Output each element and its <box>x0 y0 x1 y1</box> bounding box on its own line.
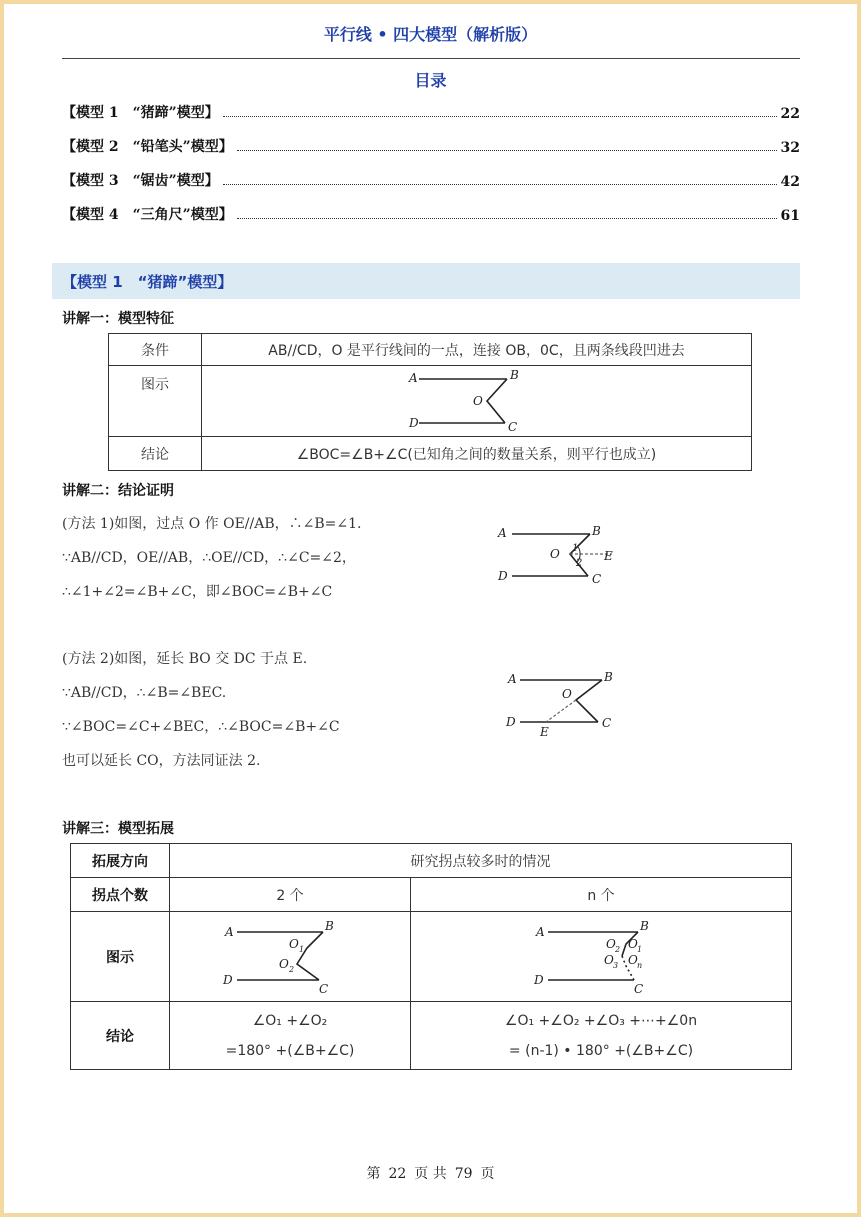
conclusion-key: 结论 <box>109 437 202 471</box>
label-B: B <box>640 918 649 933</box>
label-O3-sub: 3 <box>613 960 619 970</box>
figure-cell <box>202 366 752 437</box>
footer-suffix: 页 <box>480 1166 495 1182</box>
label-C: C <box>507 420 517 431</box>
label-D: D <box>408 416 419 430</box>
toc-leader <box>223 184 777 185</box>
label-O: O <box>562 687 572 701</box>
figure-key: 图示 <box>109 366 202 437</box>
label-D: D <box>498 569 508 583</box>
toc-entry-page: 42 <box>780 174 800 190</box>
footer-prefix: 第 <box>366 1166 381 1182</box>
label-A: A <box>498 526 507 540</box>
n-turn-figure <box>526 914 676 996</box>
count-col1: 2 个 <box>170 878 411 912</box>
label-O1-sub: 1 <box>299 944 305 954</box>
page-footer <box>0 1163 861 1183</box>
header-divider <box>62 58 800 59</box>
conclusion-n-points <box>411 1002 792 1070</box>
model-feature-table <box>108 333 752 471</box>
part1-heading: 讲解一：模型特征 <box>62 311 174 327</box>
label-A: A <box>408 371 418 385</box>
conclusion-row-key: 结论 <box>71 1002 170 1070</box>
toc-entry-page: 22 <box>780 106 800 122</box>
conclusion-two-line2: =180° +(∠B+∠C) <box>225 1042 355 1059</box>
count-col2: n 个 <box>411 878 792 912</box>
label-O2: O <box>606 936 616 951</box>
part2-heading: 讲解二：结论证明 <box>62 483 174 499</box>
method1-line: ∵AB//CD，OE//AB，∴OE//CD，∴∠C=∠2， <box>62 550 356 566</box>
label-C: C <box>602 716 612 730</box>
method2-figure <box>500 666 630 740</box>
angle-1: 1 <box>572 543 579 554</box>
method1-figure <box>492 520 622 590</box>
conclusion-n-line1: ∠O₁ +∠O₂ +∠O₃ +⋯+∠0n <box>504 1012 698 1029</box>
method2-line: 也可以延长 CO，方法同证法 2. <box>62 753 261 769</box>
method2-line: ∵∠BOC=∠C+∠BEC，∴∠BOC=∠B+∠C <box>62 719 340 735</box>
figure-n-points <box>411 912 792 1002</box>
toc-leader <box>223 116 777 117</box>
label-O: O <box>472 394 483 408</box>
toc-entry[interactable] <box>62 100 800 122</box>
toc-entry[interactable] <box>62 202 800 224</box>
label-A: A <box>225 924 234 939</box>
label-O: O <box>550 547 560 561</box>
toc-title: 目录 <box>414 71 447 90</box>
toc-entry[interactable] <box>62 134 800 156</box>
figure-row-key: 图示 <box>71 912 170 1002</box>
label-C: C <box>634 981 644 996</box>
label-C: C <box>319 981 329 996</box>
label-On-sub: n <box>637 960 643 970</box>
label-O1: O <box>289 936 299 951</box>
direction-key: 拓展方向 <box>71 844 170 878</box>
condition-value: AB//CD，O 是平行线间的一点，连接 OB，0C，且两条线段凹进去 <box>202 334 752 366</box>
condition-key: 条件 <box>109 334 202 366</box>
pig-hoof-figure <box>397 367 557 431</box>
label-O1: O <box>628 936 638 951</box>
footer-page-number: 22 <box>388 1166 407 1182</box>
toc-entry[interactable] <box>62 168 800 190</box>
toc-entry-label: 【模型 3 “锯齿”模型】 <box>62 173 219 189</box>
label-D: D <box>506 715 516 729</box>
model-extension-table <box>70 843 792 1070</box>
direction-value: 研究拐点较多时的情况 <box>170 844 792 878</box>
method1-line: (方法 1)如图，过点 O 作 OE//AB，∴∠B=∠1. <box>62 516 362 532</box>
label-B: B <box>604 670 613 684</box>
label-O2-sub: 2 <box>615 944 621 954</box>
method2-line: (方法 2)如图，延长 BO 交 DC 于点 E. <box>62 651 308 667</box>
label-C: C <box>592 572 602 586</box>
label-B: B <box>325 918 334 933</box>
label-E: E <box>604 549 613 563</box>
toc-leader <box>237 218 777 219</box>
toc-entry-label: 【模型 2 “铅笔头”模型】 <box>62 139 233 155</box>
two-turn-figure <box>215 914 365 996</box>
label-A: A <box>536 924 545 939</box>
toc-entry-page: 61 <box>780 208 800 224</box>
toc-entry-page: 32 <box>780 140 800 156</box>
toc-entry-label: 【模型 4 “三角尺”模型】 <box>62 207 233 223</box>
label-D: D <box>223 972 233 987</box>
label-O1-sub: 1 <box>637 944 643 954</box>
method2-line: ∵AB//CD，∴∠B=∠BEC. <box>62 685 227 701</box>
angle-2: 2 <box>576 558 583 569</box>
label-B: B <box>509 368 519 382</box>
method1-line: ∴∠1+∠2=∠B+∠C，即∠BOC=∠B+∠C <box>62 584 333 600</box>
figure-two-points <box>170 912 411 1002</box>
label-B: B <box>592 524 601 538</box>
conclusion-n-line2: = (n-1) • 180° +(∠B+∠C) <box>508 1042 694 1059</box>
part3-heading: 讲解三：模型拓展 <box>62 821 174 837</box>
footer-mid: 页 共 <box>414 1166 447 1182</box>
conclusion-value: ∠BOC=∠B+∠C(已知角之间的数量关系，则平行也成立) <box>202 437 752 471</box>
conclusion-two-line1: ∠O₁ +∠O₂ <box>252 1012 328 1029</box>
footer-total-pages: 79 <box>454 1166 473 1182</box>
document-title: 平行线 • 四大模型（解析版） <box>323 25 538 44</box>
section-title: 【模型 1 “猪蹄”模型】 <box>62 273 233 291</box>
label-A: A <box>508 672 517 686</box>
label-O2-sub: 2 <box>289 964 295 974</box>
label-O2: O <box>279 956 289 971</box>
conclusion-two-points <box>170 1002 411 1070</box>
count-key: 拐点个数 <box>71 878 170 912</box>
label-E: E <box>540 725 549 739</box>
label-On: O <box>628 952 638 967</box>
toc-leader <box>237 150 777 151</box>
label-O3: O <box>604 952 614 967</box>
label-D: D <box>534 972 544 987</box>
toc-entry-label: 【模型 1 “猪蹄”模型】 <box>62 105 219 121</box>
